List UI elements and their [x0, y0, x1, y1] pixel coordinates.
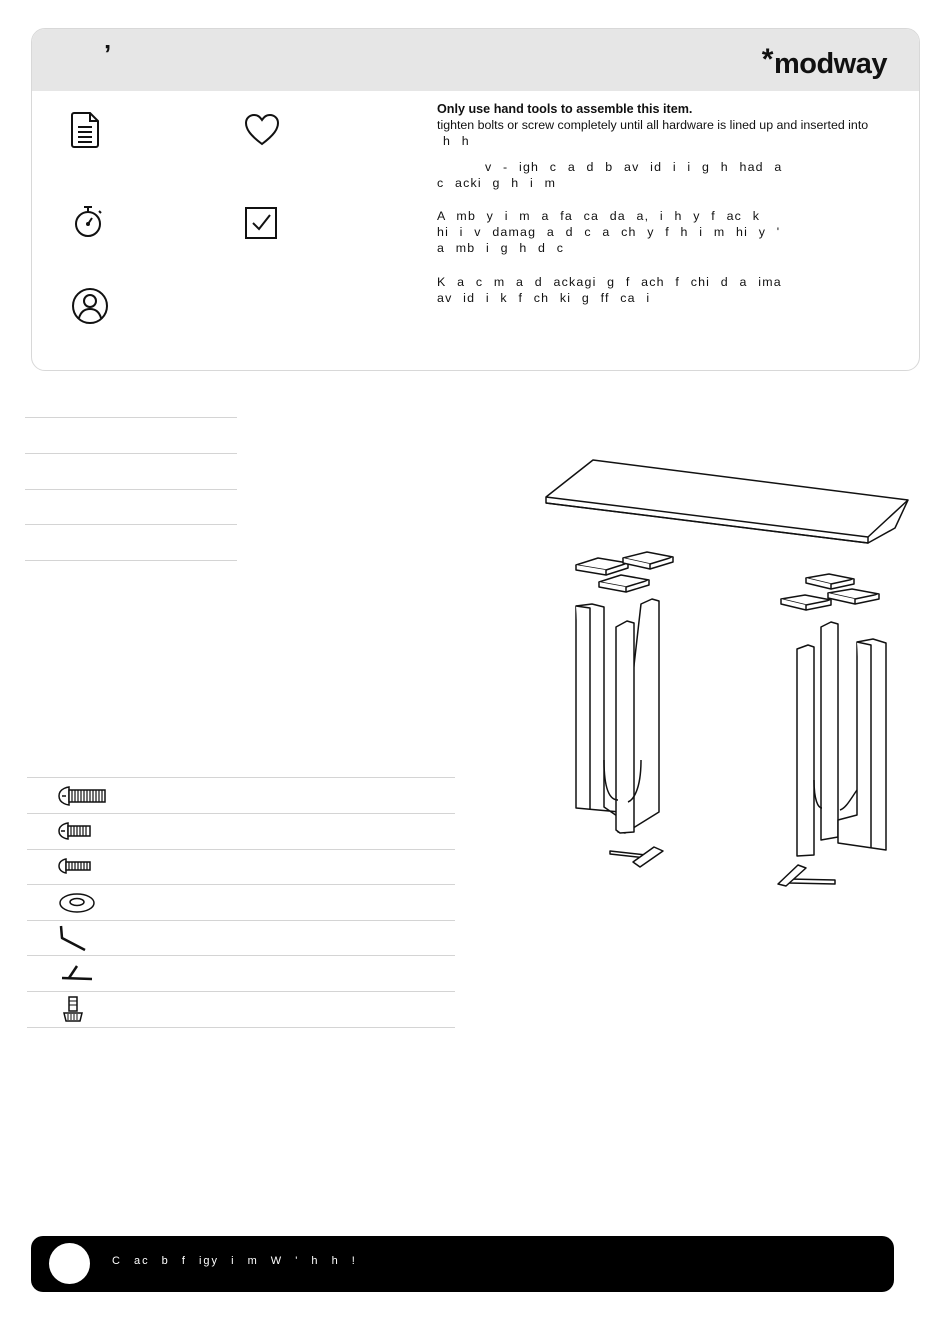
right-leg-panels	[797, 622, 886, 856]
allen-key-icon	[57, 924, 91, 952]
hardware-divider	[27, 813, 455, 814]
notes-line: c acki g h i m	[437, 176, 557, 190]
leveler-foot-icon	[60, 995, 86, 1025]
footer-text: C ac b f igy i m W ' h h !	[112, 1255, 357, 1267]
footer-banner	[31, 1236, 894, 1292]
user-icon	[71, 287, 109, 325]
notes-line: av id i k f ch ki g ff ca i	[437, 291, 651, 305]
left-mounting-plates	[576, 552, 673, 592]
parts-list-divider	[25, 489, 237, 490]
stopwatch-icon	[72, 204, 104, 240]
hardware-divider	[27, 884, 455, 885]
hardware-divider	[27, 955, 455, 956]
long-bolt-icon	[57, 785, 107, 807]
short-bolt-icon	[57, 857, 93, 875]
assembly-notes	[437, 101, 912, 306]
hardware-divider	[27, 920, 455, 921]
hardware-divider	[27, 849, 455, 850]
notes-line: h h	[443, 134, 470, 148]
document-icon	[70, 111, 102, 149]
assembly-diagram	[535, 445, 925, 895]
notes-line: A mb y i m a fa ca da a, i h y f ac k	[437, 209, 761, 223]
washer-icon	[57, 891, 97, 915]
hardware-divider	[27, 991, 455, 992]
brand-logo: *modway	[761, 43, 887, 80]
parts-list-divider	[25, 417, 237, 418]
tabletop-panel	[546, 460, 908, 543]
info-card	[31, 28, 920, 371]
left-leg-panels	[576, 599, 659, 833]
heart-icon	[244, 113, 280, 147]
hardware-divider	[27, 777, 455, 778]
notes-line: K a c m a d ackagi g f ach f chi d a ima	[437, 275, 782, 289]
notes-line: a mb i g h d c	[437, 241, 565, 255]
medium-bolt-icon	[57, 821, 93, 841]
parts-list-divider	[25, 560, 237, 561]
footer-badge	[49, 1243, 90, 1284]
notes-line: tighten bolts or screw completely until all hardware is lined up and inserted into	[437, 118, 869, 132]
t-wrench-icon	[57, 962, 97, 984]
header-mark: ’	[104, 39, 112, 69]
left-t-bracket	[610, 847, 663, 867]
parts-list-divider	[25, 524, 237, 525]
hardware-divider	[27, 1027, 455, 1028]
notes-title: Only use hand tools to assemble this item.	[437, 102, 693, 116]
right-t-bracket	[778, 865, 835, 886]
notes-line: hi i v damag a d c a ch y f h i m hi y '	[437, 225, 781, 239]
checkbox-icon	[244, 206, 278, 240]
parts-list-divider	[25, 453, 237, 454]
right-mounting-plates	[781, 574, 879, 610]
card-header	[32, 29, 919, 91]
notes-line: v - igh c a d b av id i i g h had a	[485, 160, 783, 174]
